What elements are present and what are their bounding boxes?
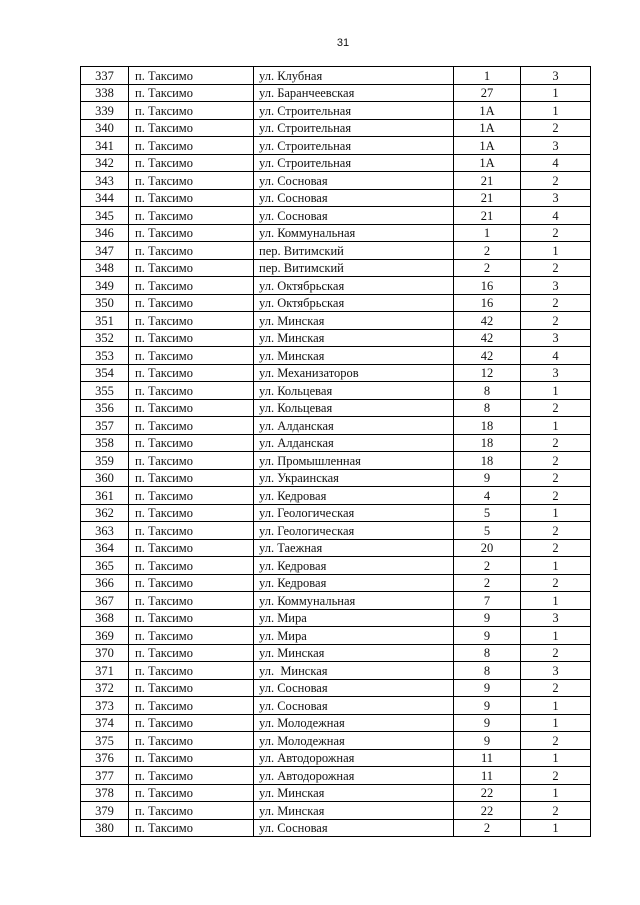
cell-street: ул. Промышленная (254, 452, 454, 470)
cell-settlement: п. Таксимо (129, 487, 254, 505)
cell-street: ул. Мира (254, 609, 454, 627)
cell-row-number: 344 (81, 189, 129, 207)
cell-street: ул. Кедровая (254, 557, 454, 575)
cell-house-number: 22 (454, 784, 521, 802)
cell-house-number: 5 (454, 522, 521, 540)
cell-settlement: п. Таксимо (129, 329, 254, 347)
cell-street: ул. Алданская (254, 434, 454, 452)
cell-street: ул. Минская (254, 784, 454, 802)
cell-house-number: 1 (454, 224, 521, 242)
cell-street: ул. Кольцевая (254, 382, 454, 400)
cell-house-number: 27 (454, 84, 521, 102)
cell-row-number: 340 (81, 119, 129, 137)
table-row (81, 382, 591, 400)
table-row (81, 207, 591, 225)
cell-apartment-number: 1 (521, 714, 591, 732)
table-row (81, 802, 591, 820)
table-row (81, 679, 591, 697)
table-row (81, 242, 591, 260)
cell-row-number: 375 (81, 732, 129, 750)
cell-apartment-number: 4 (521, 207, 591, 225)
cell-apartment-number: 4 (521, 347, 591, 365)
cell-street: ул. Украинская (254, 469, 454, 487)
cell-apartment-number: 1 (521, 749, 591, 767)
table-row (81, 189, 591, 207)
cell-settlement: п. Таксимо (129, 697, 254, 715)
cell-house-number: 8 (454, 399, 521, 417)
cell-apartment-number: 2 (521, 522, 591, 540)
cell-row-number: 365 (81, 557, 129, 575)
table-row (81, 434, 591, 452)
cell-street: ул. Строительная (254, 119, 454, 137)
cell-row-number: 347 (81, 242, 129, 260)
cell-house-number: 21 (454, 172, 521, 190)
cell-apartment-number: 1 (521, 382, 591, 400)
table-row (81, 259, 591, 277)
table-row (81, 224, 591, 242)
table-row (81, 329, 591, 347)
table-row (81, 557, 591, 575)
cell-apartment-number: 3 (521, 67, 591, 85)
cell-row-number: 369 (81, 627, 129, 645)
cell-row-number: 380 (81, 819, 129, 837)
cell-house-number: 1А (454, 119, 521, 137)
cell-apartment-number: 3 (521, 137, 591, 155)
cell-settlement: п. Таксимо (129, 452, 254, 470)
cell-street: ул. Минская (254, 312, 454, 330)
cell-row-number: 360 (81, 469, 129, 487)
cell-house-number: 11 (454, 749, 521, 767)
cell-row-number: 361 (81, 487, 129, 505)
cell-apartment-number: 2 (521, 294, 591, 312)
cell-row-number: 357 (81, 417, 129, 435)
table-row (81, 67, 591, 85)
cell-row-number: 364 (81, 539, 129, 557)
cell-apartment-number: 1 (521, 627, 591, 645)
cell-apartment-number: 3 (521, 662, 591, 680)
cell-house-number: 9 (454, 679, 521, 697)
cell-row-number: 353 (81, 347, 129, 365)
cell-row-number: 359 (81, 452, 129, 470)
cell-settlement: п. Таксимо (129, 557, 254, 575)
cell-row-number: 349 (81, 277, 129, 295)
cell-settlement: п. Таксимо (129, 172, 254, 190)
table-row (81, 277, 591, 295)
cell-settlement: п. Таксимо (129, 102, 254, 120)
cell-house-number: 1А (454, 102, 521, 120)
cell-settlement: п. Таксимо (129, 294, 254, 312)
cell-apartment-number: 2 (521, 574, 591, 592)
table-body (81, 67, 591, 837)
cell-settlement: п. Таксимо (129, 609, 254, 627)
cell-row-number: 339 (81, 102, 129, 120)
cell-apartment-number: 2 (521, 172, 591, 190)
cell-apartment-number: 2 (521, 679, 591, 697)
cell-house-number: 8 (454, 662, 521, 680)
cell-house-number: 9 (454, 732, 521, 750)
cell-settlement: п. Таксимо (129, 189, 254, 207)
cell-street: ул. Сосновая (254, 679, 454, 697)
cell-house-number: 9 (454, 627, 521, 645)
table-row (81, 592, 591, 610)
cell-settlement: п. Таксимо (129, 592, 254, 610)
cell-apartment-number: 3 (521, 189, 591, 207)
cell-row-number: 370 (81, 644, 129, 662)
cell-apartment-number: 2 (521, 767, 591, 785)
cell-street: ул. Мира (254, 627, 454, 645)
cell-row-number: 362 (81, 504, 129, 522)
cell-row-number: 350 (81, 294, 129, 312)
cell-street: ул. Молодежная (254, 732, 454, 750)
cell-house-number: 1А (454, 137, 521, 155)
cell-apartment-number: 3 (521, 277, 591, 295)
cell-house-number: 7 (454, 592, 521, 610)
cell-house-number: 18 (454, 434, 521, 452)
table-row (81, 172, 591, 190)
page-number: 31 (336, 37, 350, 49)
cell-street: ул. Строительная (254, 102, 454, 120)
cell-settlement: п. Таксимо (129, 539, 254, 557)
cell-street: ул. Алданская (254, 417, 454, 435)
cell-street: ул. Геологическая (254, 522, 454, 540)
cell-street: ул. Механизаторов (254, 364, 454, 382)
cell-row-number: 366 (81, 574, 129, 592)
cell-settlement: п. Таксимо (129, 84, 254, 102)
cell-settlement: п. Таксимо (129, 819, 254, 837)
cell-row-number: 346 (81, 224, 129, 242)
cell-street: ул. Строительная (254, 154, 454, 172)
cell-row-number: 371 (81, 662, 129, 680)
table-row (81, 609, 591, 627)
cell-street: ул. Минская (254, 662, 454, 680)
cell-street: ул. Сосновая (254, 697, 454, 715)
table-row (81, 539, 591, 557)
cell-street: ул. Автодорожная (254, 767, 454, 785)
cell-apartment-number: 2 (521, 399, 591, 417)
cell-row-number: 354 (81, 364, 129, 382)
cell-house-number: 2 (454, 259, 521, 277)
cell-apartment-number: 1 (521, 242, 591, 260)
cell-row-number: 348 (81, 259, 129, 277)
cell-street: ул. Таежная (254, 539, 454, 557)
table-row (81, 522, 591, 540)
cell-row-number: 341 (81, 137, 129, 155)
cell-apartment-number: 2 (521, 119, 591, 137)
cell-apartment-number: 1 (521, 697, 591, 715)
cell-street: ул. Клубная (254, 67, 454, 85)
cell-row-number: 356 (81, 399, 129, 417)
cell-apartment-number: 2 (521, 434, 591, 452)
cell-settlement: п. Таксимо (129, 259, 254, 277)
table-row (81, 627, 591, 645)
cell-house-number: 1 (454, 67, 521, 85)
table-row (81, 819, 591, 837)
cell-house-number: 12 (454, 364, 521, 382)
cell-street: пер. Витимский (254, 242, 454, 260)
cell-house-number: 9 (454, 609, 521, 627)
cell-row-number: 358 (81, 434, 129, 452)
cell-street: ул. Кедровая (254, 487, 454, 505)
cell-house-number: 16 (454, 277, 521, 295)
cell-house-number: 42 (454, 312, 521, 330)
cell-settlement: п. Таксимо (129, 767, 254, 785)
cell-street: ул. Октябрьская (254, 277, 454, 295)
cell-street: ул. Минская (254, 329, 454, 347)
cell-settlement: п. Таксимо (129, 749, 254, 767)
cell-street: ул. Строительная (254, 137, 454, 155)
cell-house-number: 5 (454, 504, 521, 522)
table-row (81, 347, 591, 365)
cell-street: ул. Сосновая (254, 172, 454, 190)
table-row (81, 662, 591, 680)
table-row (81, 154, 591, 172)
cell-street: ул. Молодежная (254, 714, 454, 732)
cell-row-number: 345 (81, 207, 129, 225)
table-row (81, 767, 591, 785)
cell-row-number: 342 (81, 154, 129, 172)
cell-house-number: 16 (454, 294, 521, 312)
cell-row-number: 363 (81, 522, 129, 540)
cell-settlement: п. Таксимо (129, 522, 254, 540)
cell-house-number: 2 (454, 574, 521, 592)
cell-house-number: 20 (454, 539, 521, 557)
cell-house-number: 21 (454, 207, 521, 225)
cell-row-number: 355 (81, 382, 129, 400)
cell-street: ул. Коммунальная (254, 224, 454, 242)
cell-settlement: п. Таксимо (129, 732, 254, 750)
cell-house-number: 21 (454, 189, 521, 207)
cell-apartment-number: 2 (521, 802, 591, 820)
table-row (81, 784, 591, 802)
cell-house-number: 8 (454, 644, 521, 662)
table-row (81, 452, 591, 470)
cell-house-number: 18 (454, 417, 521, 435)
cell-apartment-number: 1 (521, 504, 591, 522)
cell-settlement: п. Таксимо (129, 662, 254, 680)
table-row (81, 417, 591, 435)
table-row (81, 732, 591, 750)
cell-settlement: п. Таксимо (129, 382, 254, 400)
cell-street: ул. Минская (254, 802, 454, 820)
cell-settlement: п. Таксимо (129, 714, 254, 732)
cell-street: ул. Баранчеевская (254, 84, 454, 102)
cell-apartment-number: 2 (521, 644, 591, 662)
cell-settlement: п. Таксимо (129, 399, 254, 417)
cell-apartment-number: 1 (521, 84, 591, 102)
table-row (81, 399, 591, 417)
cell-house-number: 9 (454, 714, 521, 732)
cell-settlement: п. Таксимо (129, 312, 254, 330)
cell-house-number: 8 (454, 382, 521, 400)
cell-settlement: п. Таксимо (129, 67, 254, 85)
cell-settlement: п. Таксимо (129, 242, 254, 260)
cell-row-number: 338 (81, 84, 129, 102)
cell-apartment-number: 1 (521, 557, 591, 575)
cell-apartment-number: 2 (521, 224, 591, 242)
cell-apartment-number: 1 (521, 784, 591, 802)
cell-apartment-number: 2 (521, 732, 591, 750)
cell-street: пер. Витимский (254, 259, 454, 277)
address-table (80, 66, 591, 837)
cell-settlement: п. Таксимо (129, 504, 254, 522)
cell-settlement: п. Таксимо (129, 364, 254, 382)
cell-apartment-number: 2 (521, 487, 591, 505)
table-row (81, 644, 591, 662)
cell-house-number: 2 (454, 557, 521, 575)
cell-apartment-number: 3 (521, 364, 591, 382)
cell-street: ул. Кедровая (254, 574, 454, 592)
cell-settlement: п. Таксимо (129, 679, 254, 697)
cell-settlement: п. Таксимо (129, 417, 254, 435)
cell-street: ул. Минская (254, 347, 454, 365)
cell-house-number: 2 (454, 819, 521, 837)
cell-settlement: п. Таксимо (129, 137, 254, 155)
cell-apartment-number: 1 (521, 592, 591, 610)
cell-row-number: 372 (81, 679, 129, 697)
cell-settlement: п. Таксимо (129, 627, 254, 645)
table-row (81, 84, 591, 102)
cell-house-number: 22 (454, 802, 521, 820)
cell-settlement: п. Таксимо (129, 802, 254, 820)
cell-street: ул. Кольцевая (254, 399, 454, 417)
cell-settlement: п. Таксимо (129, 784, 254, 802)
cell-settlement: п. Таксимо (129, 154, 254, 172)
cell-house-number: 4 (454, 487, 521, 505)
cell-row-number: 374 (81, 714, 129, 732)
cell-settlement: п. Таксимо (129, 207, 254, 225)
table-row (81, 137, 591, 155)
cell-apartment-number: 3 (521, 329, 591, 347)
cell-street: ул. Геологическая (254, 504, 454, 522)
cell-house-number: 9 (454, 697, 521, 715)
table-row (81, 504, 591, 522)
cell-street: ул. Октябрьская (254, 294, 454, 312)
cell-apartment-number: 1 (521, 102, 591, 120)
table-row (81, 697, 591, 715)
cell-apartment-number: 2 (521, 469, 591, 487)
cell-row-number: 337 (81, 67, 129, 85)
cell-row-number: 377 (81, 767, 129, 785)
cell-settlement: п. Таксимо (129, 434, 254, 452)
cell-settlement: п. Таксимо (129, 277, 254, 295)
cell-apartment-number: 1 (521, 417, 591, 435)
cell-row-number: 343 (81, 172, 129, 190)
cell-row-number: 367 (81, 592, 129, 610)
cell-street: ул. Сосновая (254, 819, 454, 837)
table-row (81, 749, 591, 767)
cell-row-number: 368 (81, 609, 129, 627)
cell-settlement: п. Таксимо (129, 469, 254, 487)
cell-settlement: п. Таксимо (129, 347, 254, 365)
cell-street: ул. Минская (254, 644, 454, 662)
table-row (81, 312, 591, 330)
cell-house-number: 42 (454, 347, 521, 365)
cell-street: ул. Автодорожная (254, 749, 454, 767)
cell-street: ул. Сосновая (254, 189, 454, 207)
table-row (81, 364, 591, 382)
table-row (81, 119, 591, 137)
cell-apartment-number: 1 (521, 819, 591, 837)
cell-house-number: 42 (454, 329, 521, 347)
cell-house-number: 2 (454, 242, 521, 260)
cell-house-number: 1А (454, 154, 521, 172)
cell-row-number: 378 (81, 784, 129, 802)
cell-house-number: 11 (454, 767, 521, 785)
table-row (81, 574, 591, 592)
cell-apartment-number: 3 (521, 609, 591, 627)
cell-settlement: п. Таксимо (129, 574, 254, 592)
cell-house-number: 18 (454, 452, 521, 470)
cell-street: ул. Сосновая (254, 207, 454, 225)
cell-apartment-number: 4 (521, 154, 591, 172)
cell-row-number: 379 (81, 802, 129, 820)
cell-row-number: 352 (81, 329, 129, 347)
cell-apartment-number: 2 (521, 312, 591, 330)
cell-settlement: п. Таксимо (129, 119, 254, 137)
cell-apartment-number: 2 (521, 539, 591, 557)
cell-row-number: 376 (81, 749, 129, 767)
cell-row-number: 351 (81, 312, 129, 330)
table-row (81, 102, 591, 120)
cell-settlement: п. Таксимо (129, 644, 254, 662)
table-row (81, 294, 591, 312)
cell-street: ул. Коммунальная (254, 592, 454, 610)
cell-apartment-number: 2 (521, 259, 591, 277)
table-row (81, 487, 591, 505)
table-row (81, 469, 591, 487)
cell-apartment-number: 2 (521, 452, 591, 470)
cell-settlement: п. Таксимо (129, 224, 254, 242)
table-row (81, 714, 591, 732)
cell-row-number: 373 (81, 697, 129, 715)
cell-house-number: 9 (454, 469, 521, 487)
